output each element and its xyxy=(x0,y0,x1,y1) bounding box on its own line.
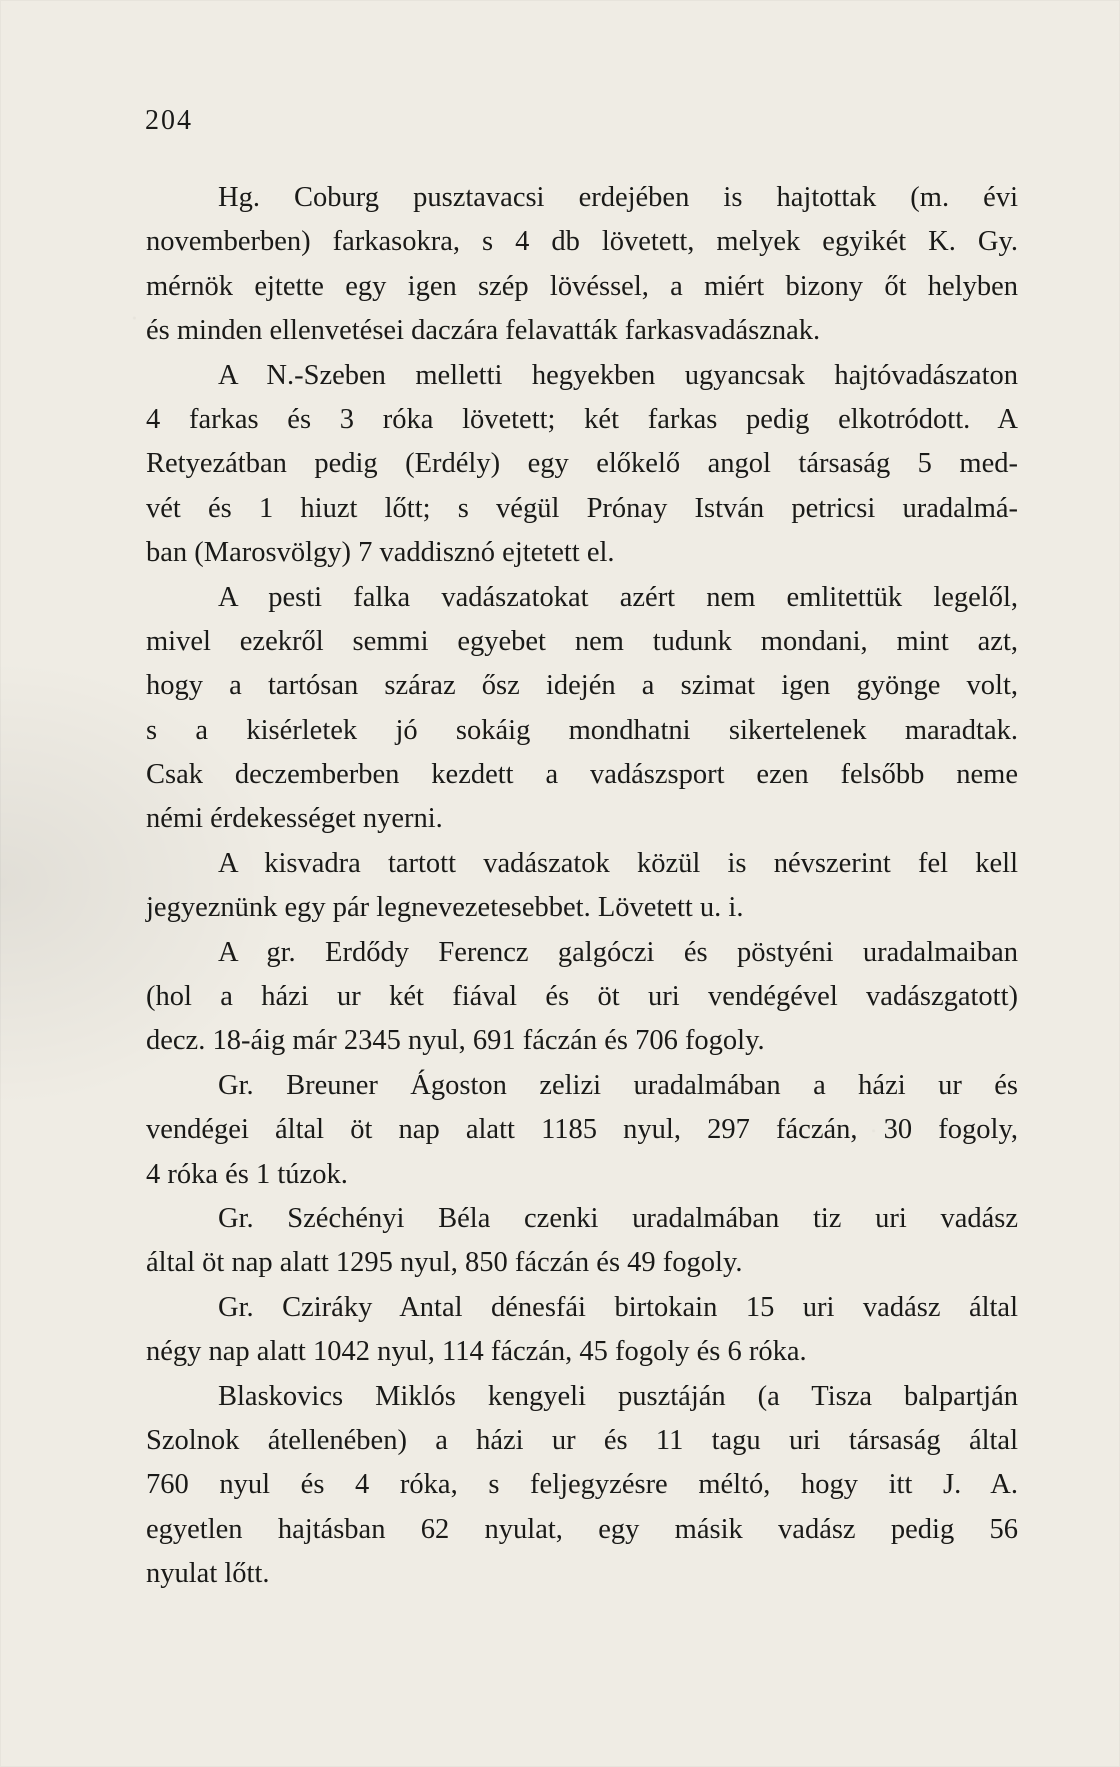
text-line: által öt nap alatt 1295 nyul, 850 fáczán és 49 fogoly. xyxy=(146,1247,743,1279)
text-line: Hg. Coburg pusztavacsi erdejében is hajtottak (m. évi xyxy=(218,182,1018,213)
text-line: A pesti falka vadászatokat azért nem emlitettük legelől, xyxy=(218,581,1018,613)
text-line: Blaskovics Miklós kengyeli pusztáján (a Tisza balpartján xyxy=(218,1380,1018,1412)
body-text xyxy=(146,176,1018,1597)
text-line: egyetlen hajtásban 62 nyulat, egy másik vadász pedig 56 xyxy=(146,1513,1018,1545)
text-line: mivel ezekről semmi egyebet nem tudunk mondani, mint azt, xyxy=(146,625,1018,657)
text-line: Csak deczemberben kezdett a vadászsport ezen felsőbb neme xyxy=(146,759,1018,791)
text-line: hogy a tartósan száraz ősz idején a szimat igen gyönge volt, xyxy=(146,670,1018,702)
text-line: s a kisérletek jó sokáig mondhatni sikertelenek maradtak. xyxy=(146,714,1018,746)
text-line: vendégei által öt nap alatt 1185 nyul, 297 fáczán, 30 fogoly, xyxy=(146,1114,1018,1146)
text-line: jegyeznünk egy pár legnevezetesebbet. Lövetett u. i. xyxy=(146,892,744,924)
text-line: 4 róka és 1 túzok. xyxy=(146,1158,348,1190)
text-line: Gr. Széchényi Béla czenki uradalmában tiz uri vadász xyxy=(218,1202,1018,1234)
text-line: négy nap alatt 1042 nyul, 114 fáczán, 45 fogoly és 6 róka. xyxy=(146,1336,807,1368)
text-line: novemberben) farkasokra, s 4 db lövetett, melyek egyikét K. Gy. xyxy=(146,226,1018,258)
text-line: némi érdekességet nyerni. xyxy=(146,803,443,835)
text-line: ban (Marosvölgy) 7 vaddisznó ejtetett el. xyxy=(146,537,615,569)
text-line: Retyezátban pedig (Erdély) egy előkelő angol társaság 5 med- xyxy=(146,448,1018,480)
text-line: Gr. Breuner Ágoston zelizi uradalmában a házi ur és xyxy=(218,1069,1018,1101)
text-line: (hol a házi ur két fiával és öt uri vendégével vadászgatott) xyxy=(146,981,1018,1013)
text-line: A gr. Erdődy Ferencz galgóczi és pöstyéni uradalmaiban xyxy=(218,936,1018,968)
text-line: 760 nyul és 4 róka, s feljegyzésre méltó, hogy itt J. A. xyxy=(146,1469,1018,1501)
text-line: és minden ellenvetései daczára felavatták farkasvadásznak. xyxy=(146,315,821,347)
text-line: Gr. Cziráky Antal dénesfái birtokain 15 uri vadász által xyxy=(218,1291,1018,1323)
text-line: vét és 1 hiuzt lőtt; s végül Prónay István petricsi uradalmá- xyxy=(146,492,1018,524)
text-line: A kisvadra tartott vadászatok közül is névszerint fel kell xyxy=(218,847,1018,879)
text-line: A N.-Szeben melletti hegyekben ugyancsak hajtóvadászaton xyxy=(218,359,1018,391)
text-line: 4 farkas és 3 róka lövetett; két farkas pedig elkotródott. A xyxy=(146,403,1018,435)
text-line: mérnök ejtette egy igen szép lövéssel, a miért bizony őt helyben xyxy=(146,270,1018,302)
page-number: 204 xyxy=(145,105,193,136)
text-line: Szolnok átellenében) a házi ur és 11 tagu uri társaság által xyxy=(146,1424,1018,1456)
text-line: nyulat lőtt. xyxy=(146,1558,270,1590)
text-line: decz. 18-áig már 2345 nyul, 691 fáczán és 706 fogoly. xyxy=(146,1025,765,1057)
